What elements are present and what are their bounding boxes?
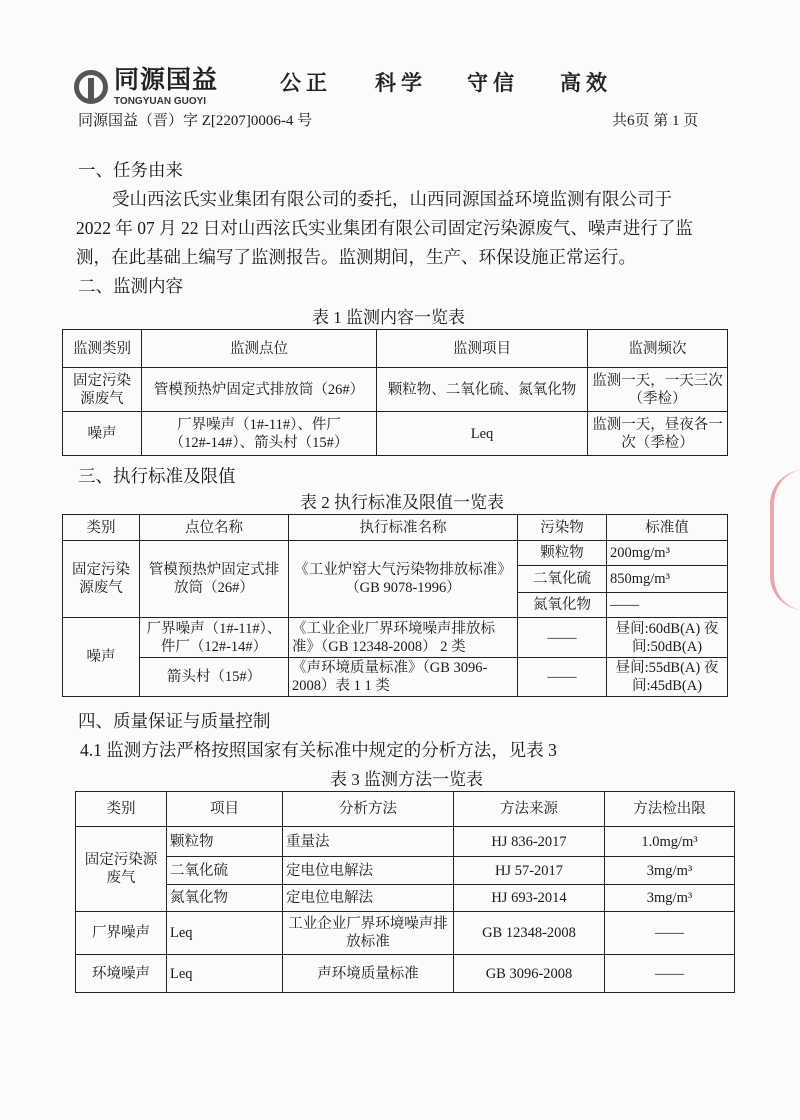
cell: 工业企业厂界环境噪声排放标准 xyxy=(283,912,454,955)
th: 方法检出限 xyxy=(605,792,735,827)
cell: 3mg/m³ xyxy=(605,857,735,885)
section4-title: 四、质量保证与质量控制 xyxy=(78,711,271,731)
th: 标准值 xyxy=(607,515,728,541)
cell: 颗粒物 xyxy=(518,541,607,566)
th: 项目 xyxy=(167,792,283,827)
cell: 《工业炉窑大气污染物排放标准》（GB 9078-1996） xyxy=(289,541,518,618)
cell: 声环境质量标准 xyxy=(283,955,454,993)
th: 分析方法 xyxy=(283,792,454,827)
section1-title: 一、任务由来 xyxy=(78,160,183,180)
cell: 《工业企业厂界环境噪声排放标准》（GB 12348-2008） 2 类 xyxy=(289,618,518,658)
table1-caption: 表 1 监测内容一览表 xyxy=(312,308,465,327)
para-line: 2022 年 07 月 22 日对山西泫氏实业集团有限公司固定污染源废气、噪声进行了监 xyxy=(76,218,693,238)
logo-text: 同源国益 xyxy=(114,65,219,94)
cell: —— xyxy=(605,955,735,993)
cell: 环境噪声 xyxy=(76,955,167,993)
cell: 定电位电解法 xyxy=(283,857,454,885)
th: 类别 xyxy=(63,515,140,541)
cell: 固定污染源废气 xyxy=(63,541,140,618)
cell: 监测一天，一天三次（季检） xyxy=(588,368,728,412)
table2-caption: 表 2 执行标准及限值一览表 xyxy=(300,493,504,512)
cell: —— xyxy=(607,593,728,618)
cell: 监测一天，昼夜各一次（季检） xyxy=(588,412,728,456)
cell: 厂界噪声（1#-11#）、件厂（12#-14#）、箭头村（15#） xyxy=(142,412,377,456)
motto-2: 科学 xyxy=(375,71,427,95)
report-body xyxy=(0,156,800,993)
cell: 二氧化硫 xyxy=(518,566,607,593)
cell: HJ 693-2014 xyxy=(454,885,605,912)
para-line: 受山西泫氏实业集团有限公司的委托，山西同源国益环境监测有限公司于 xyxy=(112,189,672,209)
motto-1: 公正 xyxy=(280,71,332,95)
cell: 氮氧化物 xyxy=(167,885,283,912)
cell: 管模预热炉固定式排放筒（26#） xyxy=(140,541,289,618)
motto-4: 高效 xyxy=(560,71,612,95)
section3-title: 三、执行标准及限值 xyxy=(78,466,236,486)
cell: 1.0mg/m³ xyxy=(605,827,735,857)
cell: 固定污染源废气 xyxy=(76,827,167,912)
red-stamp-fragment xyxy=(770,470,800,610)
page-info: 共6页 第 1 页 xyxy=(612,113,699,129)
th: 类别 xyxy=(76,792,167,827)
section2-title: 二、监测内容 xyxy=(78,276,183,296)
th: 监测频次 xyxy=(588,330,728,368)
th: 监测项目 xyxy=(377,330,588,368)
table-2 xyxy=(62,514,728,697)
cell: HJ 57-2017 xyxy=(454,857,605,885)
cell: 噪声 xyxy=(63,618,140,697)
report-number: 同源国益（晋）字 Z[2207]0006-4 号 xyxy=(78,113,313,129)
cell: 颗粒物、二氧化硫、氮氧化物 xyxy=(377,368,588,412)
th: 监测类别 xyxy=(63,330,142,368)
table-1 xyxy=(62,329,728,456)
cell: 箭头村（15#） xyxy=(140,658,289,697)
cell: 厂界噪声（1#-11#）、件厂（12#-14#） xyxy=(140,618,289,658)
table3-caption: 表 3 监测方法一览表 xyxy=(330,770,483,789)
cell: 《声环境质量标准》（GB 3096-2008）表 1 1 类 xyxy=(289,658,518,697)
cell: 昼间:55dB(A) 夜间:45dB(A) xyxy=(607,658,728,697)
cell: GB 3096-2008 xyxy=(454,955,605,993)
para-line: 测，在此基础上编写了监测报告。监测期间，生产、环保设施正常运行。 xyxy=(76,247,636,267)
cell: GB 12348-2008 xyxy=(454,912,605,955)
th: 监测点位 xyxy=(142,330,377,368)
cell: 颗粒物 xyxy=(167,827,283,857)
cell: 噪声 xyxy=(63,412,142,456)
cell: 昼间:60dB(A) 夜间:50dB(A) xyxy=(607,618,728,658)
cell: Leq xyxy=(167,912,283,955)
cell: 200mg/m³ xyxy=(607,541,728,566)
cell: —— xyxy=(605,912,735,955)
logo-subtext: TONGYUAN GUOYI xyxy=(114,96,207,107)
th: 方法来源 xyxy=(454,792,605,827)
th: 点位名称 xyxy=(140,515,289,541)
cell: 氮氧化物 xyxy=(518,593,607,618)
th: 污染物 xyxy=(518,515,607,541)
cell: 3mg/m³ xyxy=(605,885,735,912)
cell: 二氧化硫 xyxy=(167,857,283,885)
th: 执行标准名称 xyxy=(289,515,518,541)
cell: 厂界噪声 xyxy=(76,912,167,955)
cell: 管模预热炉固定式排放筒（26#） xyxy=(142,368,377,412)
cell: 重量法 xyxy=(283,827,454,857)
motto-3: 守信 xyxy=(467,71,519,95)
section4-subtitle: 4.1 监测方法严格按照国家有关标准中规定的分析方法，见表 3 xyxy=(80,740,557,760)
cell: —— xyxy=(518,658,607,697)
logo-icon xyxy=(74,70,108,104)
cell: —— xyxy=(518,618,607,658)
cell: Leq xyxy=(167,955,283,993)
cell: Leq xyxy=(377,412,588,456)
cell: 固定污染源废气 xyxy=(63,368,142,412)
table-3 xyxy=(75,791,735,993)
cell: HJ 836-2017 xyxy=(454,827,605,857)
cell: 850mg/m³ xyxy=(607,566,728,593)
cell: 定电位电解法 xyxy=(283,885,454,912)
